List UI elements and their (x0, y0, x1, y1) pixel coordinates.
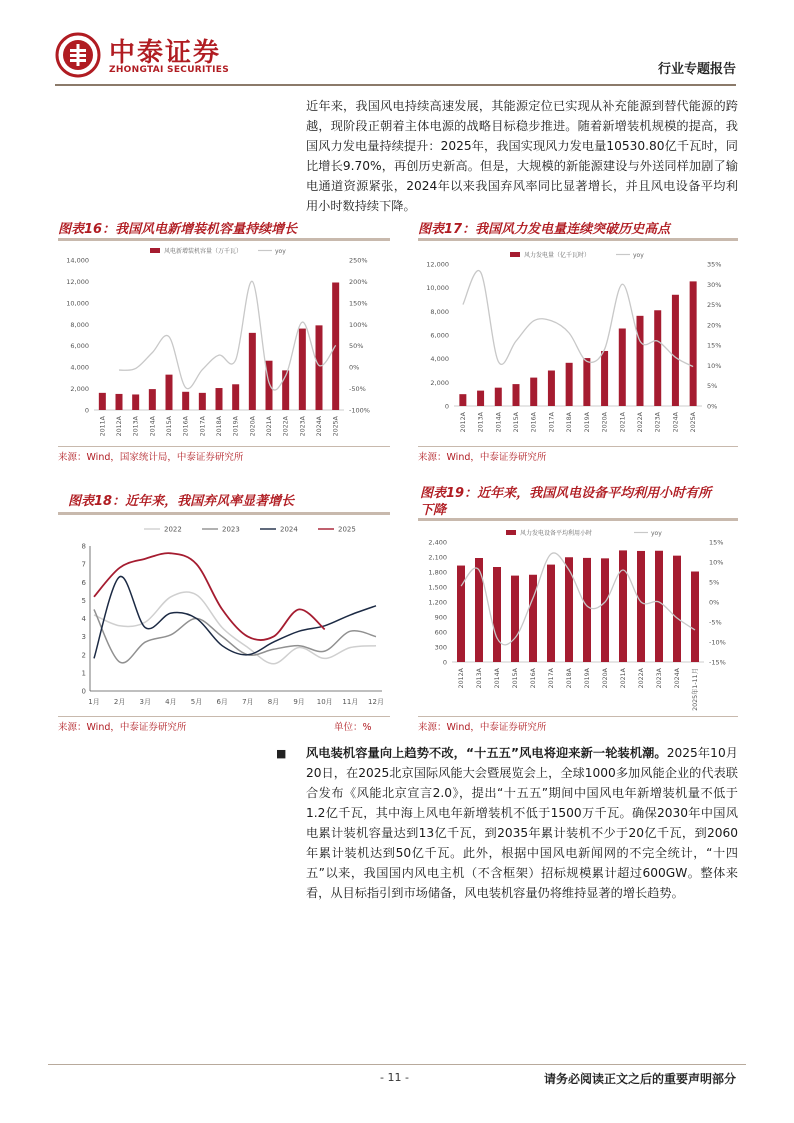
fig16-x-tick: 2018A (216, 416, 223, 437)
fig19-source: 来源：Wind，中泰证券研究所 (418, 722, 547, 733)
fig19-x-tick: 2025年1-11月 (692, 668, 699, 711)
fig18-legend-label: 2022 (164, 525, 182, 534)
fig17-bottom-rule (418, 446, 738, 447)
fig16-chart (58, 244, 390, 444)
fig17-x-tick: 2019A (583, 412, 591, 433)
fig19-y-right-tick: 5% (709, 578, 720, 587)
fig17-y-left-tick: 10,000 (426, 284, 449, 293)
fig17-chart (418, 244, 738, 444)
fig16-x-tick: 2021A (266, 416, 273, 437)
fig17-x-tick: 2014A (495, 412, 503, 433)
fig18-legend-label: 2024 (280, 525, 298, 534)
fig18-x-tick: 6月 (216, 698, 228, 706)
fig18-x-tick: 2月 (113, 698, 126, 706)
fig17-bar (619, 328, 626, 406)
fig19-title-line2: 下降 (420, 503, 447, 518)
fig16-y-right-tick: 100% (349, 320, 368, 329)
fig16-y-left-tick: 12,000 (66, 277, 89, 286)
fig17-x-tick: 2022A (637, 412, 644, 433)
fig19-x-tick: 2015A (512, 668, 519, 689)
fig16-source: 来源：Wind，国家统计局，中泰证券研究所 (58, 452, 244, 463)
fig17-y-left-tick: 4,000 (430, 355, 449, 364)
fig18-x-tick: 12月 (368, 698, 384, 706)
fig17-x-tick: 2020A (601, 412, 609, 433)
company-logo (55, 32, 255, 80)
fig19-y-right-tick: 10% (709, 558, 724, 567)
fig19-y-left-tick: 1,500 (428, 583, 447, 592)
fig16-x-tick: 2024A (316, 416, 323, 437)
logo-english: ZHONGTAI SECURITIES (109, 65, 229, 75)
fig17-y-left-tick: 2,000 (430, 378, 449, 387)
fig18-x-tick: 7月 (242, 698, 254, 706)
fig19-y-left-tick: 300 (434, 643, 447, 652)
fig16-x-tick: 2014A (149, 416, 157, 437)
fig19-title-rule (418, 518, 738, 521)
fig19-bar (673, 556, 681, 662)
fig16-title: 图表16：我国风电新增装机容量持续增长 (58, 222, 298, 237)
fig17-x-tick: 2025A (690, 412, 698, 433)
fig16-bottom-rule (58, 446, 390, 447)
fig19-y-left-tick: 900 (434, 613, 447, 622)
fig17-bar (672, 295, 679, 406)
fig17-x-tick: 2021A (619, 412, 627, 433)
fig16-bar (199, 393, 206, 410)
fig19-y-right-tick: -5% (709, 618, 722, 627)
fig17-y-left-tick: 8,000 (430, 307, 449, 316)
fig19-bar (493, 567, 501, 662)
fig19-bar (655, 551, 663, 662)
fig17-bar (459, 394, 466, 406)
fig16-y-left-tick: 4,000 (70, 363, 89, 372)
fig16-y-left-tick: 8,000 (70, 320, 89, 329)
fig19-bar (547, 565, 555, 662)
fig16-bar (166, 375, 173, 410)
fig18-x-tick: 3月 (139, 698, 152, 706)
fig17-bar (513, 384, 520, 406)
fig19-bar (565, 557, 573, 662)
fig16-y-right-tick: 50% (349, 342, 364, 351)
fig17-y-right-tick: 5% (707, 382, 718, 391)
fig19-y-right-tick: -15% (709, 658, 726, 667)
footer-disclaimer: 请务必阅读正文之后的重要声明部分 (543, 1072, 736, 1086)
fig17-bar (601, 351, 608, 406)
fig18-y-tick: 4 (81, 615, 86, 623)
fig19-bar (475, 558, 483, 662)
fig16-y-right-tick: 0% (349, 363, 360, 372)
fig16-y-right-tick: -50% (349, 385, 366, 394)
fig18-y-tick: 0 (81, 687, 86, 696)
fig16-x-tick: 2017A (199, 416, 207, 437)
fig19-y-right-tick: 0% (709, 598, 720, 607)
fig19-bar (511, 576, 519, 662)
fig19-bar (691, 572, 699, 663)
logo-emblem-icon (55, 32, 101, 78)
fig19-y-left-tick: 1,800 (428, 568, 447, 577)
fig17-bar (548, 371, 555, 407)
fig16-x-tick: 2012A (116, 416, 123, 437)
intro-paragraph: 近年来，我国风电持续高速发展，其能源定位已实现从补充能源到替代能源的跨越，现阶段正朝着主体电源的战略目标稳步推进。随着新增装机规模的提高，我国风力发电量持续提升：2025年，我国实现风力发电量10530.80亿千瓦时，同比增长9.70%，再创历史新高。但是，大规模的新能源建设与外送同样加剧了输电通道资源紧张，2024年以来我国弃风率同比显著增长，并且风电设备平均利用小时数持续下降。 (306, 99, 738, 213)
fig17-source: 来源：Wind，中泰证券研究所 (418, 452, 547, 463)
fig17-bar (654, 310, 661, 406)
fig18-title: 图表18：近年来，我国弃风率显著增长 (68, 494, 295, 509)
fig16-bar (249, 333, 256, 410)
fig19-bar (583, 558, 591, 662)
page-number: - 11 - (380, 1071, 409, 1084)
fig16-y-right-tick: 250% (349, 256, 368, 265)
fig19-bar (637, 551, 645, 662)
fig16-y-left-tick: 0 (84, 406, 89, 415)
fig18-line-2024 (94, 576, 376, 658)
fig18-y-tick: 5 (81, 596, 86, 605)
fig19-x-tick: 2016A (530, 668, 537, 689)
fig16-bar (316, 325, 323, 410)
fig16-y-right-tick: -100% (349, 406, 370, 415)
fig16-bar (232, 384, 239, 410)
fig19-x-tick: 2020A (602, 668, 609, 689)
fig18-legend-label: 2025 (338, 525, 356, 534)
fig17-x-tick: 2018A (566, 412, 574, 433)
fig19-chart (418, 524, 738, 716)
fig17-legend-bar-label: 风力发电量（亿千瓦时） (524, 252, 591, 259)
fig19-x-tick: 2013A (476, 668, 483, 689)
fig17-legend-bar-swatch (510, 252, 520, 257)
fig17-y-right-tick: 25% (707, 301, 722, 310)
fig17-y-left-tick: 6,000 (430, 331, 449, 340)
fig16-x-tick: 2023A (299, 416, 307, 437)
fig17-y-right-tick: 10% (707, 361, 722, 370)
fig16-bar (116, 394, 123, 410)
fig16-bar (149, 389, 156, 410)
fig18-x-tick: 4月 (165, 698, 177, 706)
fig16-x-tick: 2013A (132, 416, 140, 437)
bullet-paragraph (306, 743, 738, 903)
fig17-bar (477, 391, 484, 406)
fig19-y-left-tick: 2,400 (428, 538, 447, 547)
fig19-y-left-tick: 0 (442, 658, 447, 667)
fig19-y-left-tick: 1,200 (428, 598, 447, 607)
fig18-x-tick: 10月 (316, 698, 333, 706)
fig18-chart (58, 518, 390, 716)
header-rule (55, 84, 736, 86)
fig19-legend-bar-swatch (506, 530, 516, 535)
fig18-y-tick: 8 (81, 542, 86, 551)
fig16-bar (216, 388, 223, 410)
fig17-legend-line-label: yoy (633, 252, 644, 259)
fig18-y-tick: 6 (81, 578, 86, 587)
fig18-source: 来源：Wind，中泰证券研究所 (58, 722, 187, 733)
fig17-x-tick: 2023A (654, 412, 662, 433)
fig17-y-left-tick: 0 (444, 402, 449, 411)
fig18-y-tick: 2 (81, 651, 86, 660)
fig18-x-tick: 5月 (190, 698, 203, 706)
fig19-bottom-rule (418, 716, 738, 717)
fig16-x-tick: 2019A (232, 416, 240, 437)
fig19-y-left-tick: 2,100 (428, 553, 447, 562)
fig17-y-left-tick: 12,000 (426, 260, 449, 269)
fig19-y-right-tick: 15% (709, 538, 724, 547)
fig19-legend-line-label: yoy (651, 530, 662, 537)
fig16-bar (182, 392, 189, 410)
fig19-x-tick: 2021A (620, 668, 627, 689)
fig16-y-left-tick: 10,000 (66, 299, 89, 308)
fig18-unit: 单位：% (334, 722, 372, 733)
fig18-y-tick: 7 (81, 560, 86, 569)
fig17-bar (637, 316, 644, 406)
fig17-x-tick: 2013A (477, 412, 485, 433)
fig18-bottom-rule (58, 716, 390, 717)
fig19-x-tick: 2019A (584, 668, 591, 689)
fig17-x-tick: 2016A (530, 412, 538, 433)
fig18-x-tick: 8月 (267, 698, 280, 706)
fig17-x-tick: 2017A (548, 412, 556, 433)
fig16-y-left-tick: 2,000 (70, 385, 89, 394)
document-type: 行业专题报告 (657, 62, 736, 77)
fig17-y-right-tick: 20% (707, 321, 722, 330)
fig19-x-tick: 2014A (494, 668, 501, 689)
fig16-y-left-tick: 6,000 (70, 342, 89, 351)
fig19-bar (601, 558, 609, 662)
fig16-x-tick: 2020A (249, 416, 257, 437)
bullet-lead: 风电装机容量向上趋势不改，“十五五”风电将迎来新一轮装机潮。 (306, 746, 667, 760)
fig16-x-tick: 2016A (182, 416, 190, 437)
fig16-y-right-tick: 150% (349, 299, 368, 308)
fig17-y-right-tick: 30% (707, 280, 722, 289)
fig16-x-tick: 2022A (282, 416, 290, 437)
fig17-bar (495, 388, 502, 406)
fig18-legend-label: 2023 (222, 525, 240, 534)
fig17-y-right-tick: 0% (707, 402, 718, 411)
fig17-x-tick: 2015A (513, 412, 520, 433)
fig19-bar (457, 566, 465, 662)
fig17-title: 图表17：我国风力发电量连续突破历史高点 (418, 222, 671, 237)
fig19-y-right-tick: -10% (709, 638, 726, 647)
fig16-bar (299, 329, 306, 410)
fig17-bar (690, 281, 697, 406)
fig16-y-right-tick: 200% (349, 277, 368, 286)
fig17-bar (566, 363, 573, 406)
fig17-title-rule (418, 238, 738, 241)
fig17-y-right-tick: 15% (707, 341, 722, 350)
fig19-x-tick: 2018A (566, 668, 573, 689)
fig19-legend-bar-label: 风力发电设备平均利用小时 (520, 530, 593, 537)
fig19-x-tick: 2024A (674, 668, 681, 689)
fig18-x-tick: 9月 (293, 698, 305, 706)
fig16-title-rule (58, 238, 390, 241)
fig19-title-line1: 图表19：近年来，我国风电设备平均利用小时有所 (420, 486, 712, 501)
logo-chinese: 中泰证券 (109, 38, 222, 68)
footer-rule (48, 1064, 746, 1065)
fig16-legend-bar-swatch (150, 248, 160, 253)
fig18-y-tick: 3 (81, 633, 86, 642)
fig19-x-tick: 2017A (548, 668, 555, 689)
fig16-legend-bar-label: 风电新增装机容量（万千瓦） (164, 248, 243, 255)
fig19-x-tick: 2023A (656, 668, 663, 689)
fig19-x-tick: 2022A (638, 668, 645, 689)
fig19-x-tick: 2012A (458, 668, 465, 689)
fig18-x-tick: 11月 (342, 698, 359, 706)
fig17-x-tick: 2012A (459, 412, 467, 433)
fig16-bar (132, 394, 139, 410)
fig16-legend-line-label: yoy (275, 248, 286, 255)
fig18-title-rule (58, 512, 390, 515)
fig18-x-tick: 1月 (88, 698, 100, 706)
fig17-bar (530, 378, 537, 406)
fig18-y-tick: 1 (81, 669, 86, 678)
fig17-y-right-tick: 35% (707, 260, 722, 269)
fig16-y-left-tick: 14,000 (66, 256, 89, 265)
fig17-bar (583, 358, 590, 406)
fig16-x-tick: 2025A (332, 416, 340, 437)
fig19-bar (529, 575, 537, 662)
fig16-bar (99, 393, 106, 410)
fig19-bar (619, 550, 627, 662)
fig18-line-2023 (94, 609, 376, 662)
bullet-marker: ■ (276, 747, 287, 760)
bullet-body: 2025年10月20日，在2025北京国际风能大会暨展览会上，全球1000多加风能企业的代表联合发布《风能北京宣言2.0》，提出“十五五”期间中国风电年新增装机量不低于1.2亿千瓦，其中海上风电年新增装机不低于1500万千瓦。确保2030年中国风电累计装机容量达到13亿千瓦，到2035年累计装机不少于20亿千瓦，到2060年累计装机达到50亿千瓦。此外，根据中国风电新闻网的不完全统计，“十四五”以来，我国国内风电主机（不含框架）招标规模累计超过600GW。整体来看，从目标指引到市场储备，风电装机容量仍将维持显著的增长趋势。 (306, 746, 738, 900)
fig16-x-tick: 2011A (99, 416, 107, 437)
fig19-y-left-tick: 600 (434, 628, 447, 637)
fig17-x-tick: 2024A (672, 412, 680, 433)
fig16-x-tick: 2015A (166, 416, 173, 437)
